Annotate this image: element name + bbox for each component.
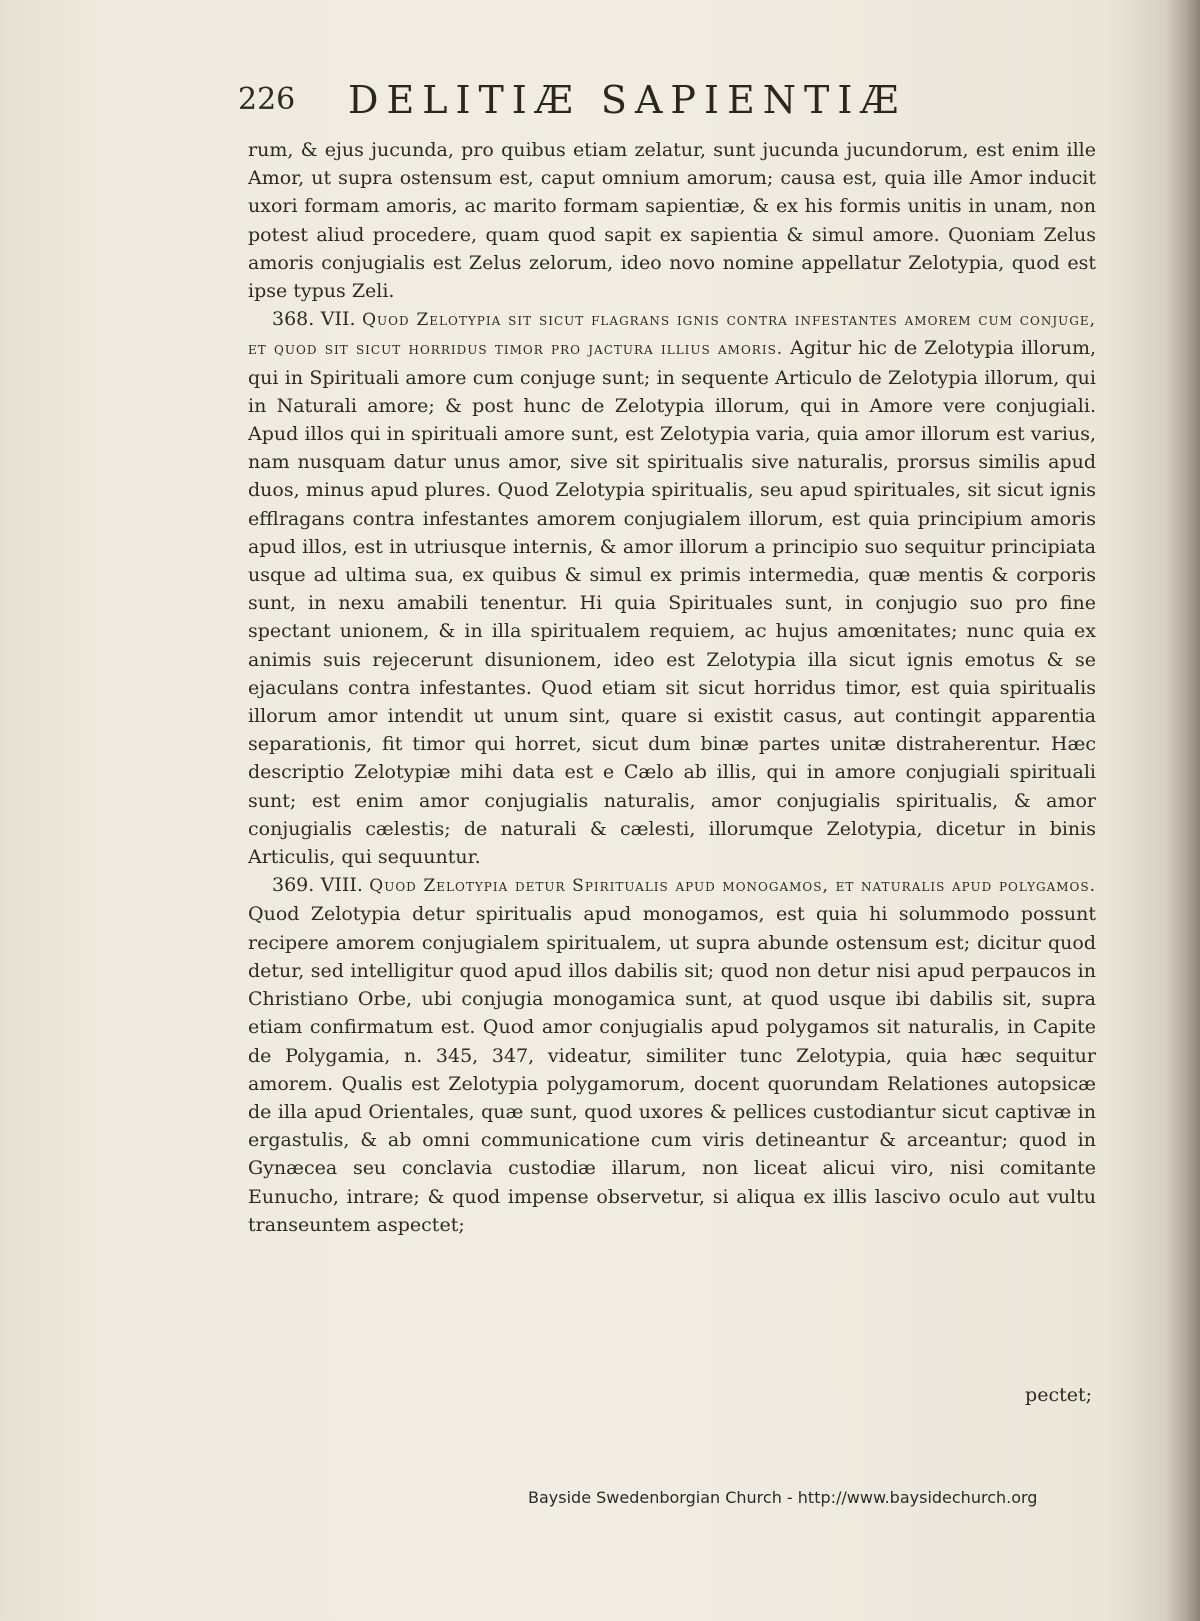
section-369-number: 369. VIII. (272, 874, 363, 897)
section-369-heading: Quod Zelotypia detur Spiritualis apud monogamos, et naturalis apud polygamos. (369, 876, 1097, 897)
section-368 (248, 305, 1096, 871)
footer-credit: Bayside Swedenborgian Church - http://www.baysidechurch.org (528, 1488, 1038, 1507)
page-number: 226 (238, 82, 296, 117)
catchword: pectet; (1025, 1384, 1092, 1406)
section-368-number: 368. VII. (272, 308, 356, 331)
section-369 (248, 871, 1096, 1239)
section-368-heading: Quod Zelotypia sit sicut flagrans ignis contra infestantes amorem cum conjuge, et quod sit sicut horridus timor pro jactura illius amoris. (248, 310, 1097, 360)
page-edge-shadow (1166, 0, 1200, 1621)
main-text (248, 136, 1096, 1239)
running-title: DELITIÆ SAPIENTIÆ (348, 78, 907, 122)
section-369-text: Quod Zelotypia detur spiritualis apud monogamos, est quia hi solummodo possunt recipere amorem conjugialem spiritualem, ut supra abunde ostensum est; dicitur quod detur, sed intelligitur quod apud illos dabilis sit; quod non detur nisi apud perpaucos in Christiano Orbe, ubi conjugia monogamica sunt, at quod usque ibi dabilis sit, supra etiam confirmatum est. Quod amor conjugialis apud polygamos sit naturalis, in Capite de Polygamia, n. 345, 347, videatur, similiter tunc Zelotypia, quia hæc sequitur amorem. Qualis est Zelotypia polygamorum, docent quorundam Relationes autopsicæ de illa apud Orientales, quæ sunt, quod uxores & pellices custodiantur sicut captivæ in ergastulis, & ab omni communicatione cum viris detineantur & arceantur; quod in Gynæcea seu conclavia custodiæ illarum, non liceat alicui viro, nisi comitante Eunucho, intrare; & quod impense observetur, si aliqua ex illis lascivo oculo aut vultu transeuntem aspectet; (248, 903, 1096, 1236)
section-368-text: Agitur hic de Zelotypia illorum, qui in Spirituali amore cum conjuge sunt; in sequente Articulo de Zelotypia illorum, qui in Naturali amore; & post hunc de Zelotypia illorum, qui in Amore vere conjugiali. Apud illos qui in spirituali amore sunt, est Zelotypia varia, quia amor illorum est varius, nam nusquam datur unus amor, sive sit spiritualis sive naturalis, prorsus similis apud duos, minus apud plures. Quod Zelotypia spiritualis, seu apud spirituales, sit sicut ignis efflragans contra infestantes amorem conjugialem illorum, est quia principium amoris apud illos, est in utriusque internis, & amor illorum a principio suo sequitur principiata usque ad ultima sua, ex quibus & simul ex primis intermedia, quæ mentis & corporis sunt, in nexu amabili tenentur. Hi quia Spirituales sunt, in conjugio suo pro fine spectant unionem, & in illa spiritualem requiem, ac hujus amœnitates; nunc quia ex animis suis rejecerunt disunionem, ideo est Zelotypia illa sicut ignis emotus & se ejaculans contra infestantes. Quod etiam sit sicut horridus timor, est quia spiritualis illorum amor intendit ut unum sint, quare si existit casus, aut contingit apparentia separationis, fit timor qui horret, sicut dum binæ partes unitæ distraherentur. Hæc descriptio Zelotypiæ mihi data est e Cælo ab illis, qui in amore conjugiali spirituali sunt; est enim amor conjugialis naturalis, amor conjugialis spiritualis, & amor conjugialis cælestis; de naturali & cælesti, illorumque Zelotypia, dicetur in binis Articulis, qui sequuntur. (248, 337, 1096, 869)
opening-paragraph: rum, & ejus jucunda, pro quibus etiam zelatur, sunt jucunda jucundorum, est enim ille Amor, ut supra ostensum est, caput omnium amorum; causa est, quia ille Amor inducit uxori formam amoris, ac marito formam sapientiæ, & ex his formis unitis in unam, non potest aliud procedere, quam quod sapit ex sapientia & simul amore. Quoniam Zelus amoris conjugialis est Zelus zelorum, ideo novo nomine appellatur Zelotypia, quod est ipse typus Zeli. (248, 139, 1096, 303)
page-header (238, 78, 1098, 128)
